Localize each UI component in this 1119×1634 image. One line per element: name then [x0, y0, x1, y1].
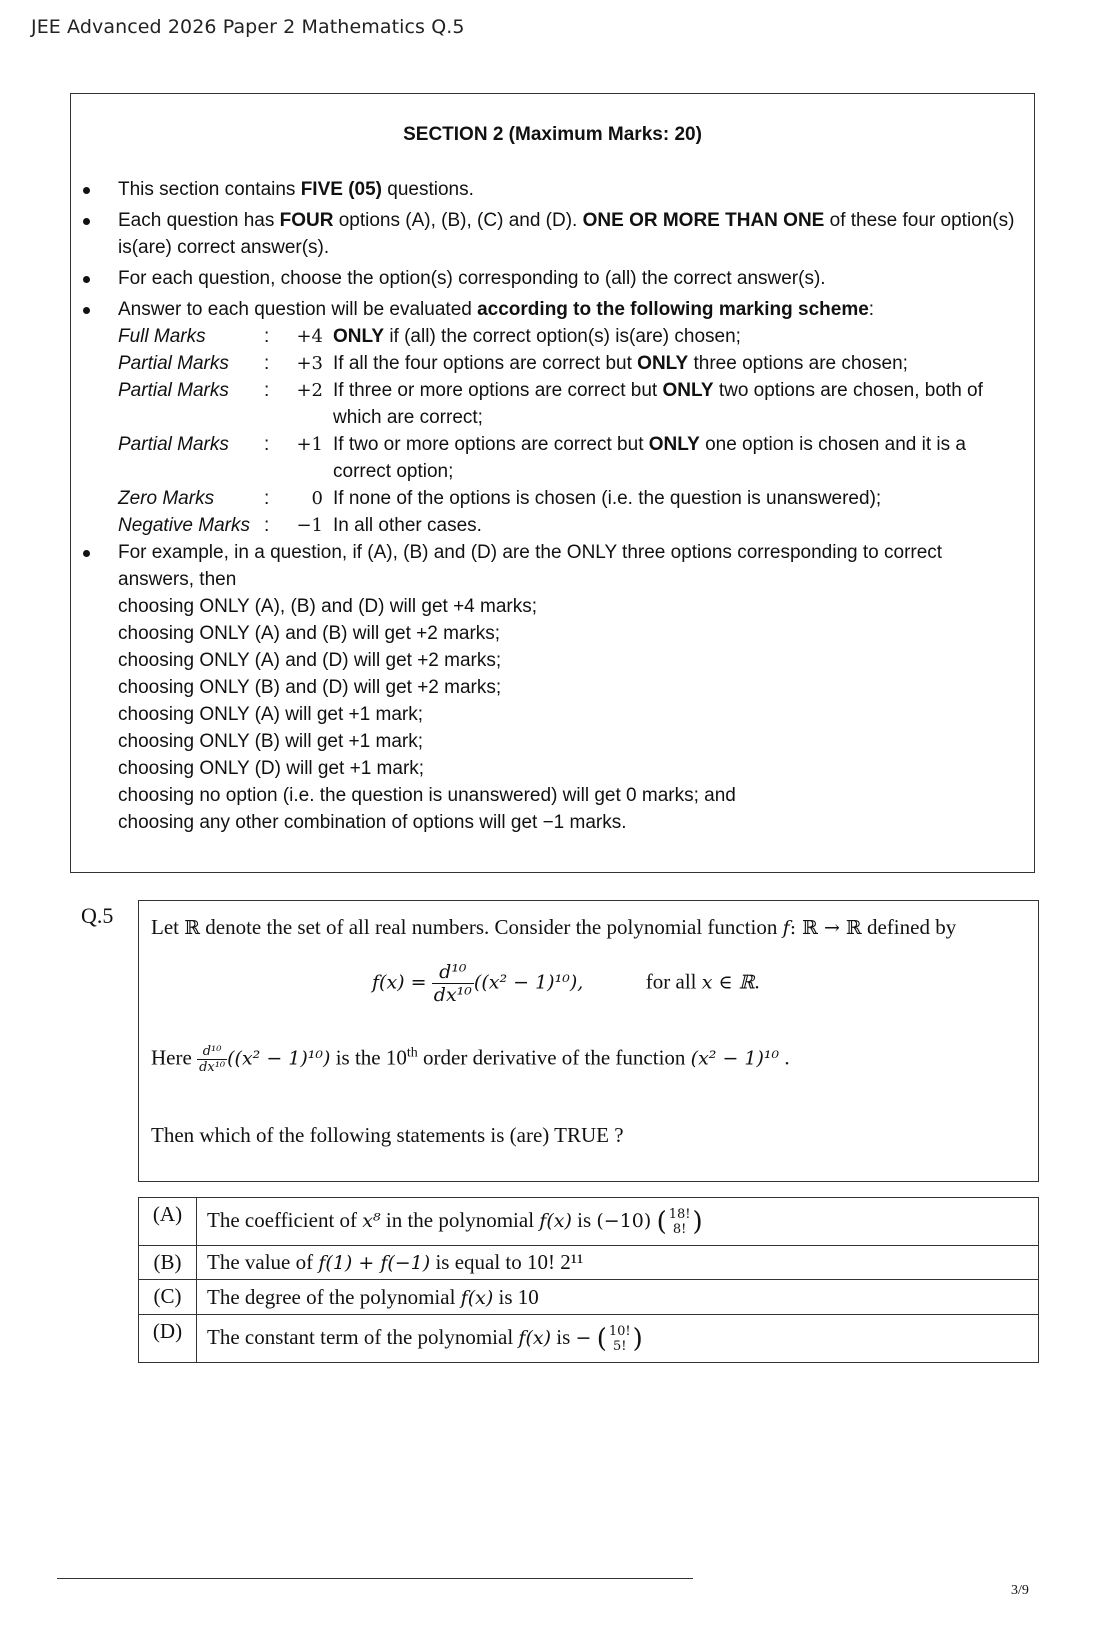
text: correct option;	[333, 461, 454, 482]
scheme-label: Full Marks	[118, 326, 206, 347]
scheme-points: −1	[296, 515, 323, 536]
text: For each question, choose the option(s) corresponding to (all) the correct answer(s).	[118, 268, 826, 289]
option-text	[197, 1280, 1039, 1315]
scheme-label: Negative Marks	[118, 515, 250, 536]
math: f(x)	[518, 1326, 551, 1349]
option-c[interactable]	[139, 1280, 1039, 1315]
text: Answer to each question will be evaluated	[118, 299, 478, 320]
math: 5!	[612, 1338, 627, 1354]
example-line: choosing ONLY (D) will get +1 mark;	[118, 758, 425, 779]
example-line: choosing any other combination of options will get −1 marks.	[118, 812, 627, 833]
question-prompt: Then which of the following statements is (are) TRUE ?	[151, 1123, 624, 1147]
text: If two or more options are correct but	[333, 434, 649, 455]
bold-text: ONLY	[333, 326, 385, 347]
bullet-icon	[83, 307, 90, 314]
example-line: choosing ONLY (B) and (D) will get +2 marks;	[118, 677, 502, 698]
text: is equal to	[430, 1250, 528, 1274]
text: If all the four options are correct but	[333, 353, 638, 374]
option-label: (A)	[139, 1198, 197, 1246]
math: 10! 2¹¹	[527, 1250, 584, 1274]
math: f(1) + f(−1)	[318, 1252, 431, 1274]
question-number: Q.5	[81, 903, 114, 928]
text: questions.	[382, 179, 474, 200]
binomial	[667, 1207, 693, 1237]
text: answers, then	[118, 569, 237, 590]
text: one option is chosen and it is a	[699, 434, 966, 455]
math: ((x² − 1)¹⁰),	[473, 971, 584, 994]
scheme-label: Zero Marks	[118, 488, 215, 509]
text: of these four option(s)	[824, 210, 1015, 231]
text: If three or more options are correct but	[333, 380, 663, 401]
math: x ∈ ℝ	[701, 971, 755, 994]
bold-text: ONE OR MORE THAN ONE	[582, 210, 825, 231]
scheme-partial-3	[71, 350, 1034, 377]
scheme-colon: :	[264, 380, 270, 401]
text: The constant term of the polynomial	[207, 1324, 519, 1349]
scheme-partial-2	[71, 377, 1034, 431]
scheme-label: Partial Marks	[118, 353, 229, 374]
bold-text: ONLY	[662, 380, 714, 401]
scheme-desc	[333, 350, 1024, 377]
text: is 10	[493, 1284, 539, 1309]
text: is	[551, 1324, 576, 1349]
text: defined by	[861, 915, 957, 939]
text: which are correct;	[333, 407, 483, 428]
scheme-colon: :	[264, 434, 270, 455]
derivative-fraction	[197, 1044, 227, 1075]
example-line: choosing ONLY (A) and (B) will get +2 marks;	[118, 623, 501, 644]
text: is(are) correct answer(s).	[118, 237, 330, 258]
scheme-desc: In all other cases.	[333, 515, 482, 536]
option-text: The constant term of the polynomial f(x) is − ( 10! 5! )	[197, 1315, 1039, 1363]
text: Let	[151, 915, 185, 939]
scheme-label: Partial Marks	[118, 434, 229, 455]
text: The degree of the polynomial	[207, 1284, 461, 1309]
instructions-box	[70, 93, 1035, 873]
function-definition	[372, 961, 992, 1021]
text: The coefficient of	[207, 1207, 363, 1232]
scheme-colon: :	[264, 488, 270, 509]
text: Here	[151, 1045, 198, 1070]
option-text: The coefficient of x⁸ in the polynomial f(x) is (−10) ( 18! 8! )	[197, 1198, 1039, 1246]
math: f	[782, 917, 790, 939]
math: (x² − 1)¹⁰	[690, 1047, 780, 1070]
bold-text: FIVE (05)	[300, 179, 383, 200]
bullet-3	[71, 265, 1034, 292]
text: for all	[645, 969, 702, 994]
example-line: choosing ONLY (A), (B) and (D) will get +4 marks;	[118, 596, 538, 617]
bullet-icon	[83, 550, 90, 557]
scheme-points: +3	[296, 353, 323, 374]
option-b[interactable]	[139, 1246, 1039, 1280]
math: f(x)	[539, 1209, 572, 1232]
options-table	[138, 1197, 1039, 1363]
bold-text: ONLY	[637, 353, 689, 374]
text: order derivative of the function	[417, 1045, 691, 1070]
text: in the polynomial	[380, 1207, 540, 1232]
text: .	[754, 969, 760, 994]
text: th	[406, 1045, 418, 1061]
scheme-desc	[333, 377, 1024, 431]
math: 10!	[608, 1323, 631, 1339]
binomial	[607, 1324, 633, 1354]
scheme-points: +1	[296, 434, 323, 455]
math: ℝ	[184, 917, 201, 939]
example-line: choosing ONLY (A) and (D) will get +2 marks;	[118, 650, 502, 671]
instructions-body	[71, 176, 1034, 836]
scheme-desc: If none of the options is chosen (i.e. the question is unanswered);	[333, 488, 882, 509]
example-line: choosing ONLY (B) will get +1 mark;	[118, 731, 424, 752]
text: Each question has	[118, 210, 280, 231]
text: options (A), (B), (C) and (D).	[333, 210, 583, 231]
option-label: (B)	[139, 1246, 197, 1280]
scheme-zero-marks	[71, 485, 1034, 512]
text: The value of	[207, 1250, 319, 1274]
text: denote the set of all real numbers. Consider the polynomial function	[200, 915, 783, 939]
text: This section contains	[118, 179, 301, 200]
text: .	[779, 1045, 790, 1070]
text: is the 10	[330, 1045, 407, 1070]
scheme-points: +4	[296, 326, 323, 347]
question-box	[138, 900, 1039, 1182]
math: dx¹⁰	[433, 984, 472, 1006]
bullet-1	[71, 176, 1034, 203]
text: :	[868, 299, 875, 320]
section-title: SECTION 2 (Maximum Marks: 20)	[403, 124, 702, 145]
page-number: 3/9	[1011, 1583, 1029, 1598]
text: two options are chosen, both of	[713, 380, 983, 401]
scheme-desc	[333, 431, 1024, 485]
scheme-partial-1	[71, 431, 1034, 485]
scheme-colon: :	[264, 353, 270, 374]
math: −	[575, 1326, 592, 1349]
example-line: choosing ONLY (A) will get +1 mark;	[118, 704, 424, 725]
scheme-colon: :	[264, 515, 270, 536]
text: For example, in a question, if (A), (B) and (D) are the ONLY three options corresponding to correct	[118, 542, 943, 563]
scheme-desc	[333, 323, 1024, 350]
scheme-colon: :	[264, 326, 270, 347]
math: f(x)	[460, 1286, 494, 1309]
derivative-fraction	[432, 961, 474, 1006]
math: x⁸	[362, 1209, 381, 1232]
option-text	[197, 1246, 1039, 1280]
bullet-icon	[83, 276, 90, 283]
option-a[interactable]	[139, 1198, 1039, 1246]
bold-text: FOUR	[279, 210, 334, 231]
footer-rule	[57, 1578, 693, 1579]
math: ((x² − 1)¹⁰)	[227, 1047, 331, 1070]
text: is	[571, 1207, 597, 1232]
scheme-points: +2	[296, 380, 323, 401]
math: d¹⁰	[432, 961, 474, 984]
option-label: (D)	[139, 1315, 197, 1363]
bold-text: according to the following marking scheme	[477, 299, 869, 320]
bullet-icon	[83, 218, 90, 225]
scheme-full-marks	[71, 323, 1034, 350]
math: 18!	[668, 1206, 691, 1222]
math: dx¹⁰	[199, 1060, 226, 1075]
math: d¹⁰	[197, 1044, 227, 1060]
bullet-4	[71, 296, 1034, 323]
option-d[interactable]	[139, 1315, 1039, 1363]
bullet-icon	[83, 187, 90, 194]
math: : ℝ → ℝ	[789, 917, 862, 939]
scheme-negative-marks	[71, 512, 1034, 539]
bullet-2	[71, 207, 1034, 261]
scheme-label: Partial Marks	[118, 380, 229, 401]
text: three options are chosen;	[688, 353, 908, 374]
bullet-5	[71, 539, 1034, 593]
bold-text: ONLY	[648, 434, 700, 455]
math: f(x) =	[372, 971, 427, 994]
scheme-points: 0	[311, 488, 323, 509]
question-here	[151, 1044, 790, 1075]
math: (−10)	[596, 1209, 652, 1232]
page-header: JEE Advanced 2026 Paper 2 Mathematics Q.5	[31, 16, 465, 38]
math: 8!	[672, 1221, 687, 1237]
question-intro	[151, 915, 956, 940]
text: if (all) the correct option(s) is(are) chosen;	[384, 326, 741, 347]
option-label: (C)	[139, 1280, 197, 1315]
example-line: choosing no option (i.e. the question is unanswered) will get 0 marks; and	[118, 785, 736, 806]
